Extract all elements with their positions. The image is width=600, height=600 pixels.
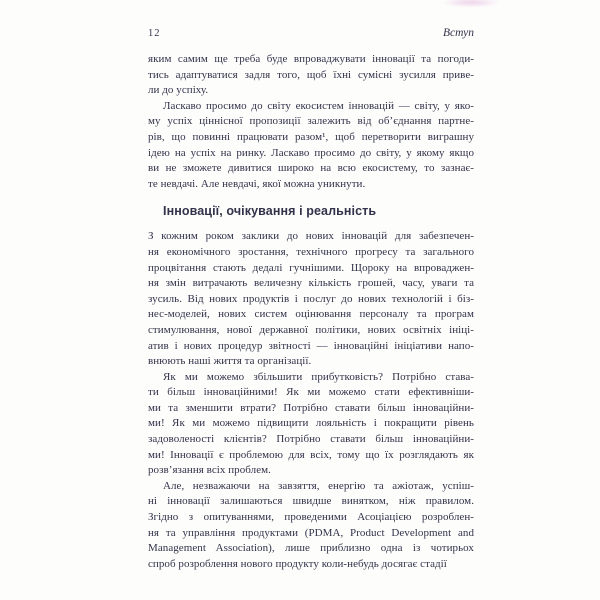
text-line: яким самим ще треба буде впроваджувати інновації та погоди- (148, 53, 474, 65)
text-line: ми! Як ми можемо підвищити лояльність і покращити рівень (148, 417, 474, 430)
running-head: Вступ (442, 27, 474, 39)
text-line: ми! Інновації є проблемою для всіх, тому що їх розглядають як (148, 448, 474, 461)
text-line: Як ми можемо збільшити прибутковість? Потрібно става- (163, 370, 474, 383)
text-line: ти більш інноваційними! Як ми можемо стати ефективніши- (148, 386, 474, 399)
text-line: Ласкаво просимо до світу екосистем інновацій — світу, у яко- (163, 99, 474, 112)
text-line: Management Association), лише приблизно одна із чотирьох (148, 542, 474, 555)
page-header (148, 27, 474, 39)
text-line: ня економічного зростання, технічного прогресу та загального (148, 245, 474, 258)
section-heading: Інновації, очікування і реальність (163, 204, 377, 219)
text-line: ні інновації залишаються швидше винятком, ніж правилом. (148, 495, 474, 508)
text-line: зусиль. Від нових продуктів і послуг до нових технологій і біз- (148, 292, 474, 305)
text-line: те невдачі. Але невдачі, якої можна уникнути. (148, 177, 366, 190)
text-line: ня змін витрачають величезну кількість грошей, часу, уваги та (148, 277, 474, 290)
paragraph (148, 370, 474, 479)
text-line: нес-моделей, нових систем оцінювання персоналу та програм (148, 308, 474, 321)
text-line: спроб розроблення нового продукту коли-небудь досягає стадії (148, 557, 447, 570)
text-line: рів, що повинні працювати разом¹, щоб перетворити виграшну (148, 130, 474, 143)
text-line: З кожним роком заклики до нових інновацій для забезпечен- (148, 230, 474, 243)
page-number: 12 (148, 28, 161, 39)
text-line: му успіх ціннісної пропозиції залежить від об’єднання партне- (148, 115, 474, 128)
paragraph (148, 52, 474, 99)
text-line: розв’язання всіх проблем. (148, 464, 271, 477)
text-line: процвітання стають дедалі гучнішими. Щороку на впроваджен- (148, 261, 474, 274)
scan-artifact (443, 0, 499, 7)
text-line: ідею на успіх на ринку. Ласкаво просимо до світу, у якому якщо (148, 146, 474, 159)
paragraph (148, 229, 474, 369)
text-line: ви не зможете дивитися широко на всю екосистему, то зазнає- (148, 162, 474, 175)
text-line: Але, незважаючи на завзяття, енергію та ажіотаж, успіш- (163, 479, 474, 492)
body-text (148, 52, 474, 572)
text-line: ми та зменшити втрати? Потрібно ставати більш інноваційни- (148, 401, 474, 414)
text-line: Згідно з опитуваннями, проведеними Асоціацією розроблен- (148, 511, 474, 524)
paragraph (148, 99, 474, 193)
text-line: тись адаптуватися задля того, щоб їхні сумісні зусилля приве- (148, 68, 474, 81)
text-line: задоволеності клієнтів? Потрібно ставати більш інноваційни- (148, 433, 474, 446)
paragraph (148, 479, 474, 573)
text-line: ли до успіху. (148, 84, 209, 97)
text-line: ня та управління продуктами (PDMA, Product Development and (148, 526, 474, 539)
text-line: внюють наші життя та організації. (148, 355, 312, 368)
text-line: атив і нових процедур звітності — інноваційні ініціативи напо- (148, 339, 474, 352)
text-line: стимулювання, нової державної політики, нових освітніх ініці- (148, 323, 474, 336)
